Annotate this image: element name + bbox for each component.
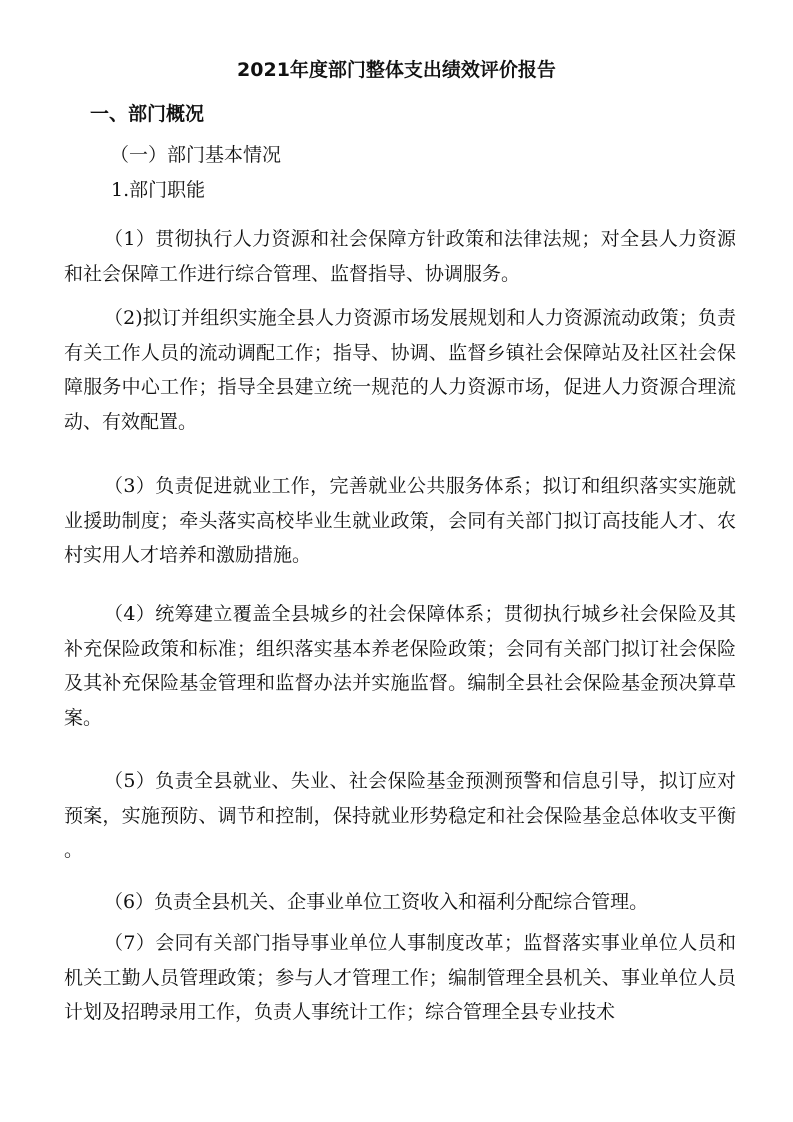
paragraph-2: （2)拟订并组织实施全县人力资源市场发展规划和人力资源流动政策；负责有关工作人员的流动调配工作；指导、协调、监督乡镇社会保障站及社区社会保障服务中心工作；指导全县建立统一规范的人力资源市场，促进人力资源合理流动、有效配置。 [64, 307, 736, 433]
paragraph-4: （4）统筹建立覆盖全县城乡的社会保障体系；贯彻执行城乡社会保险及其补充保险政策和标准；组织落实基本养老保险政策；会同有关部门拟订社会保险及其补充保险基金管理和监督办法并实施监督。编制全县社会保险基金预决算草案。 [64, 603, 736, 729]
paragraph-6: （6）负责全县机关、企事业单位工资收入和福利分配综合管理。 [104, 891, 649, 913]
subsection-heading: （一）部门基本情况 [110, 144, 282, 166]
section-heading: 一、部门概况 [90, 103, 205, 125]
paragraph-5: （5）负责全县就业、失业、社会保险基金预测预警和信息引导，拟订应对预案，实施预防、调节和控制，保持就业形势稳定和社会保险基金总体收支平衡。 [64, 770, 736, 861]
item-heading: 1.部门职能 [111, 179, 206, 201]
paragraph-7: （7）会同有关部门指导事业单位人事制度改革；监督落实事业单位人员和机关工勤人员管理政策；参与人才管理工作；编制管理全县机关、事业单位人员计划及招聘录用工作，负责人事统计工作；综合管理全县专业技术 [64, 932, 736, 1023]
paragraph-3: （3）负责促进就业工作，完善就业公共服务体系；拟订和组织落实实施就业援助制度；牵头落实高校毕业生就业政策，会同有关部门拟订高技能人才、农村实用人才培养和激励措施。 [64, 475, 736, 566]
document-title: 2021年度部门整体支出绩效评价报告 [237, 59, 556, 81]
paragraph-1: （1）贯彻执行人力资源和社会保障方针政策和法律法规；对全县人力资源和社会保障工作进行综合管理、监督指导、协调服务。 [64, 228, 736, 285]
